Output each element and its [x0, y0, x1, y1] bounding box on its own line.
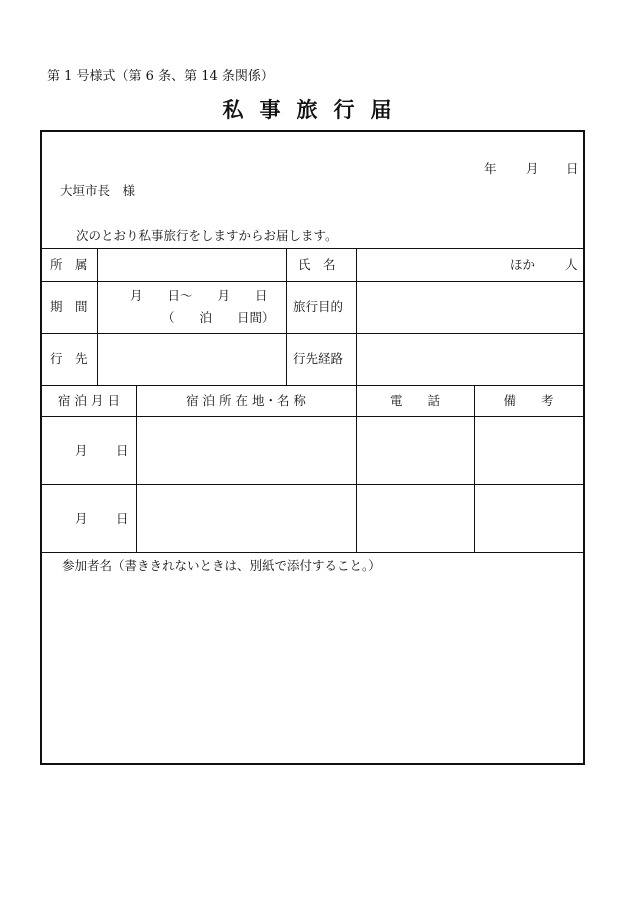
- lodging-row1-day: 日: [116, 443, 129, 458]
- rule-lodging-col2: [356, 385, 357, 552]
- route-label: 行先経路: [293, 351, 344, 366]
- period-nights-days: （ 泊 日間）: [162, 310, 275, 325]
- rule-row2-top: [42, 281, 583, 282]
- lodging-phone-header: 電 話: [389, 393, 440, 408]
- rule-lodging-row-divider: [42, 484, 583, 485]
- rule-lodging-header-top: [42, 385, 583, 386]
- rule-participants-top: [42, 552, 583, 553]
- rule-middle-left: [286, 248, 287, 385]
- lodging-row1-month: 月: [75, 443, 88, 458]
- period-label: 期 間: [50, 299, 88, 314]
- rule-row3-top: [42, 333, 583, 334]
- lodging-date-header: 宿 泊 月 日: [58, 393, 120, 408]
- name-label: 氏 名: [298, 257, 336, 272]
- lodging-place-header: 宿 泊 所 在 地・名 称: [186, 393, 306, 408]
- lodging-row2-day: 日: [116, 511, 129, 526]
- form-frame: [40, 130, 585, 765]
- others-label: ほか: [510, 257, 536, 272]
- day-label: 日: [566, 161, 579, 176]
- participants-label: 参加者名（書ききれないときは、別紙で添付すること。）: [62, 558, 381, 573]
- year-label: 年: [484, 161, 497, 176]
- purpose-label: 旅行目的: [293, 299, 344, 314]
- lodging-remarks-header: 備 考: [503, 393, 554, 408]
- rule-lodging-col3: [474, 385, 475, 552]
- intro-text: 次のとおり私事旅行をしますからお届します。: [76, 228, 338, 243]
- form-number: 第 1 号様式（第 6 条、第 14 条関係）: [47, 69, 274, 84]
- rule-lodging-col1: [136, 385, 137, 552]
- rule-lodging-header-bottom: [42, 416, 583, 417]
- lodging-row2-month: 月: [75, 511, 88, 526]
- page-title: 私事旅行届: [222, 97, 408, 122]
- destination-label: 行 先: [50, 351, 88, 366]
- rule-row1-top: [42, 248, 583, 249]
- people-label: 人: [565, 257, 578, 272]
- addressee: 大垣市長 様: [60, 183, 136, 198]
- rule-label-column: [97, 248, 98, 385]
- affiliation-label: 所 属: [50, 257, 88, 272]
- rule-middle-right: [356, 248, 357, 385]
- period-dates: 月 日～ 月 日: [130, 288, 268, 303]
- month-label: 月: [526, 161, 539, 176]
